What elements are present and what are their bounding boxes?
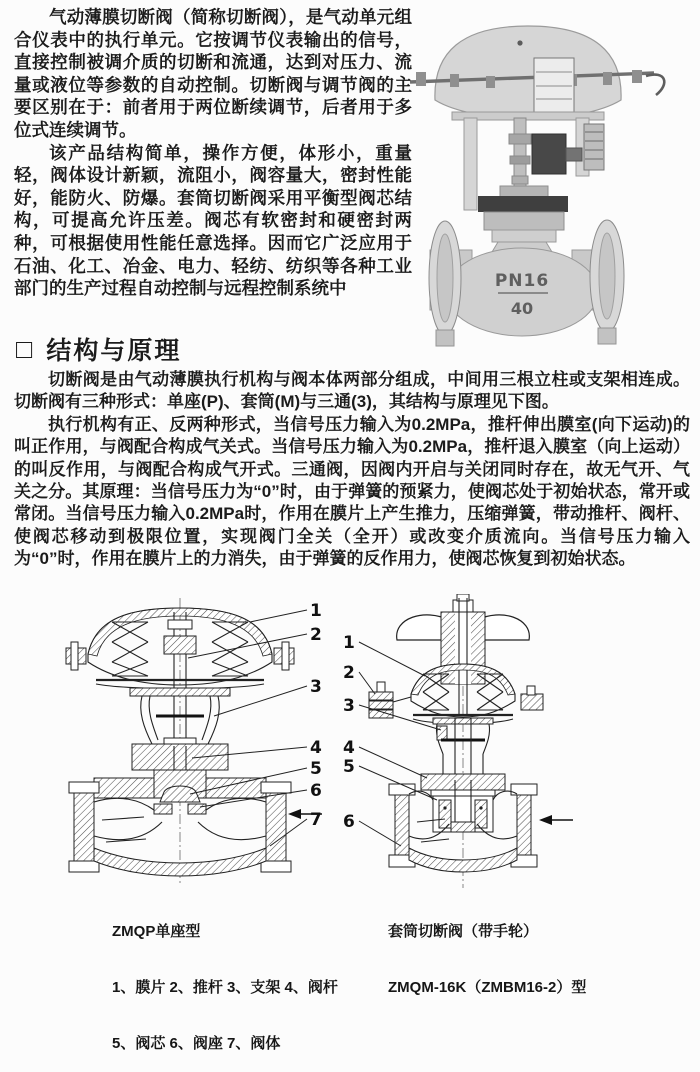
diagram-sleeve-valve-handwheel [333,594,645,892]
caption-left-title: ZMQP单座型 [112,923,201,941]
valve-plug [451,822,475,832]
callout-3: 3 [310,677,322,697]
callout-1: 1 [343,633,355,653]
flow-direction-arrow [539,815,573,825]
body-marking-dn: 40 [510,299,534,318]
section-text-block [14,369,690,571]
callout-2: 2 [343,663,355,683]
product-photo [400,0,700,350]
callout-4: 4 [343,738,355,758]
diagram-single-seat-valve [58,596,334,888]
intro-paragraph-1: 气动薄膜切断阀（简称切断阀），是气动单元组合仪表中的执行单元。它按调节仪表输出的信号，直接控制被调介质的切断和流通，达到对压力、流量或液位等参数的自动控制。切断阀与调节阀的主要区别在于：前者用于两位断续调节，后者用于多位式连续调节。 [14,7,412,140]
caption-left-parts-1: 1、膜片 2、推杆 3、支架 4、阀杆 [112,978,338,996]
eye-bolt-rod [646,75,664,95]
callout-6: 6 [310,781,322,801]
bonnet-packing [421,774,505,796]
section-title: 结构与原理 [46,337,182,365]
intro-paragraph-2: 该产品结构简单，操作方便，体形小，重量轻，阀体设计新颖，流阻小，阀容量大，密封性能好，能防火、防爆。套筒切断阀采用平衡型阀芯结构，可提高允许压差。阀芯有软密封和硬密封两种，可根据使用性能任意选择。因而它广泛应用于石油、化工、冶金、电力、轻纺、纺织等各种工业部门的生产过程自动控制与远程控制系统中 [14,142,412,299]
callout-4: 4 [310,738,322,758]
vent-hole [517,40,522,45]
side-lugs [369,682,543,718]
callout-5: 5 [310,759,322,779]
caption-right-line-2: ZMQM-16K（ZMBM16-2）型 [388,978,587,996]
callout-2: 2 [310,625,322,645]
callout-5: 5 [343,757,355,777]
caption-left-parts-2: 5、阀芯 6、阀座 7、阀体 [112,1034,281,1052]
valve-photo-illustration [400,0,700,350]
callout-numbers [343,633,355,832]
callout-6: 6 [343,812,355,832]
square-bullet-marker: □ [16,333,33,364]
body-marking-pn: PN16 [494,271,550,291]
caption-single-seat [112,886,338,1072]
section-heading [16,331,181,367]
valve-seat [154,804,172,814]
section-paragraph-2: 执行机构有正、反两种形式，当信号压力输入为0.2MPa，推杆伸出膜室(向下运动)的叫正作用，与阀配合构成气关式。当信号压力输入为0.2MPa，推杆退入膜室（向上运动）的叫反作用，与阀配合构成气开式。三通阀，因阀内开启与关闭同时存在，故无气开、气关之分。其原理：当信号压力为“0”时，由于弹簧的预紧力，使阀芯处于初始状态，常开或常闭。当信号压力输入0.2MPa时，作用在膜片上产生推力，压缩弹簧，带动推杆、阀杆、使阀芯移动到极限位置，实现阀门全关（全开）或改变介质流向。当信号压力输入为“0”时，作用在膜片上的力消失，由于弹簧的反作用力，使阀芯恢复到初始状态。 [14,414,690,569]
callout-1: 1 [310,601,322,621]
callout-3: 3 [343,696,355,716]
photo-bonnet [478,186,568,242]
intro-text-block [14,6,412,300]
callout-7: 7 [310,810,322,830]
caption-right-line-1: 套筒切断阀（带手轮） [388,923,539,941]
photo-solenoid-valve [532,124,604,174]
callout-numbers [310,601,322,830]
section-paragraph-1: 切断阀是由气动薄膜执行机构与阀本体两部分组成，中间用三根立柱或支架相连成。切断阀有三种形式：单座(P)、套筒(M)与三通(3)，其结构与原理见下图。 [14,370,690,412]
photo-relay-bracket [534,58,574,112]
terminal-box [584,124,604,170]
caption-sleeve-valve [388,886,586,1016]
photo-actuator-dome [435,26,621,119]
